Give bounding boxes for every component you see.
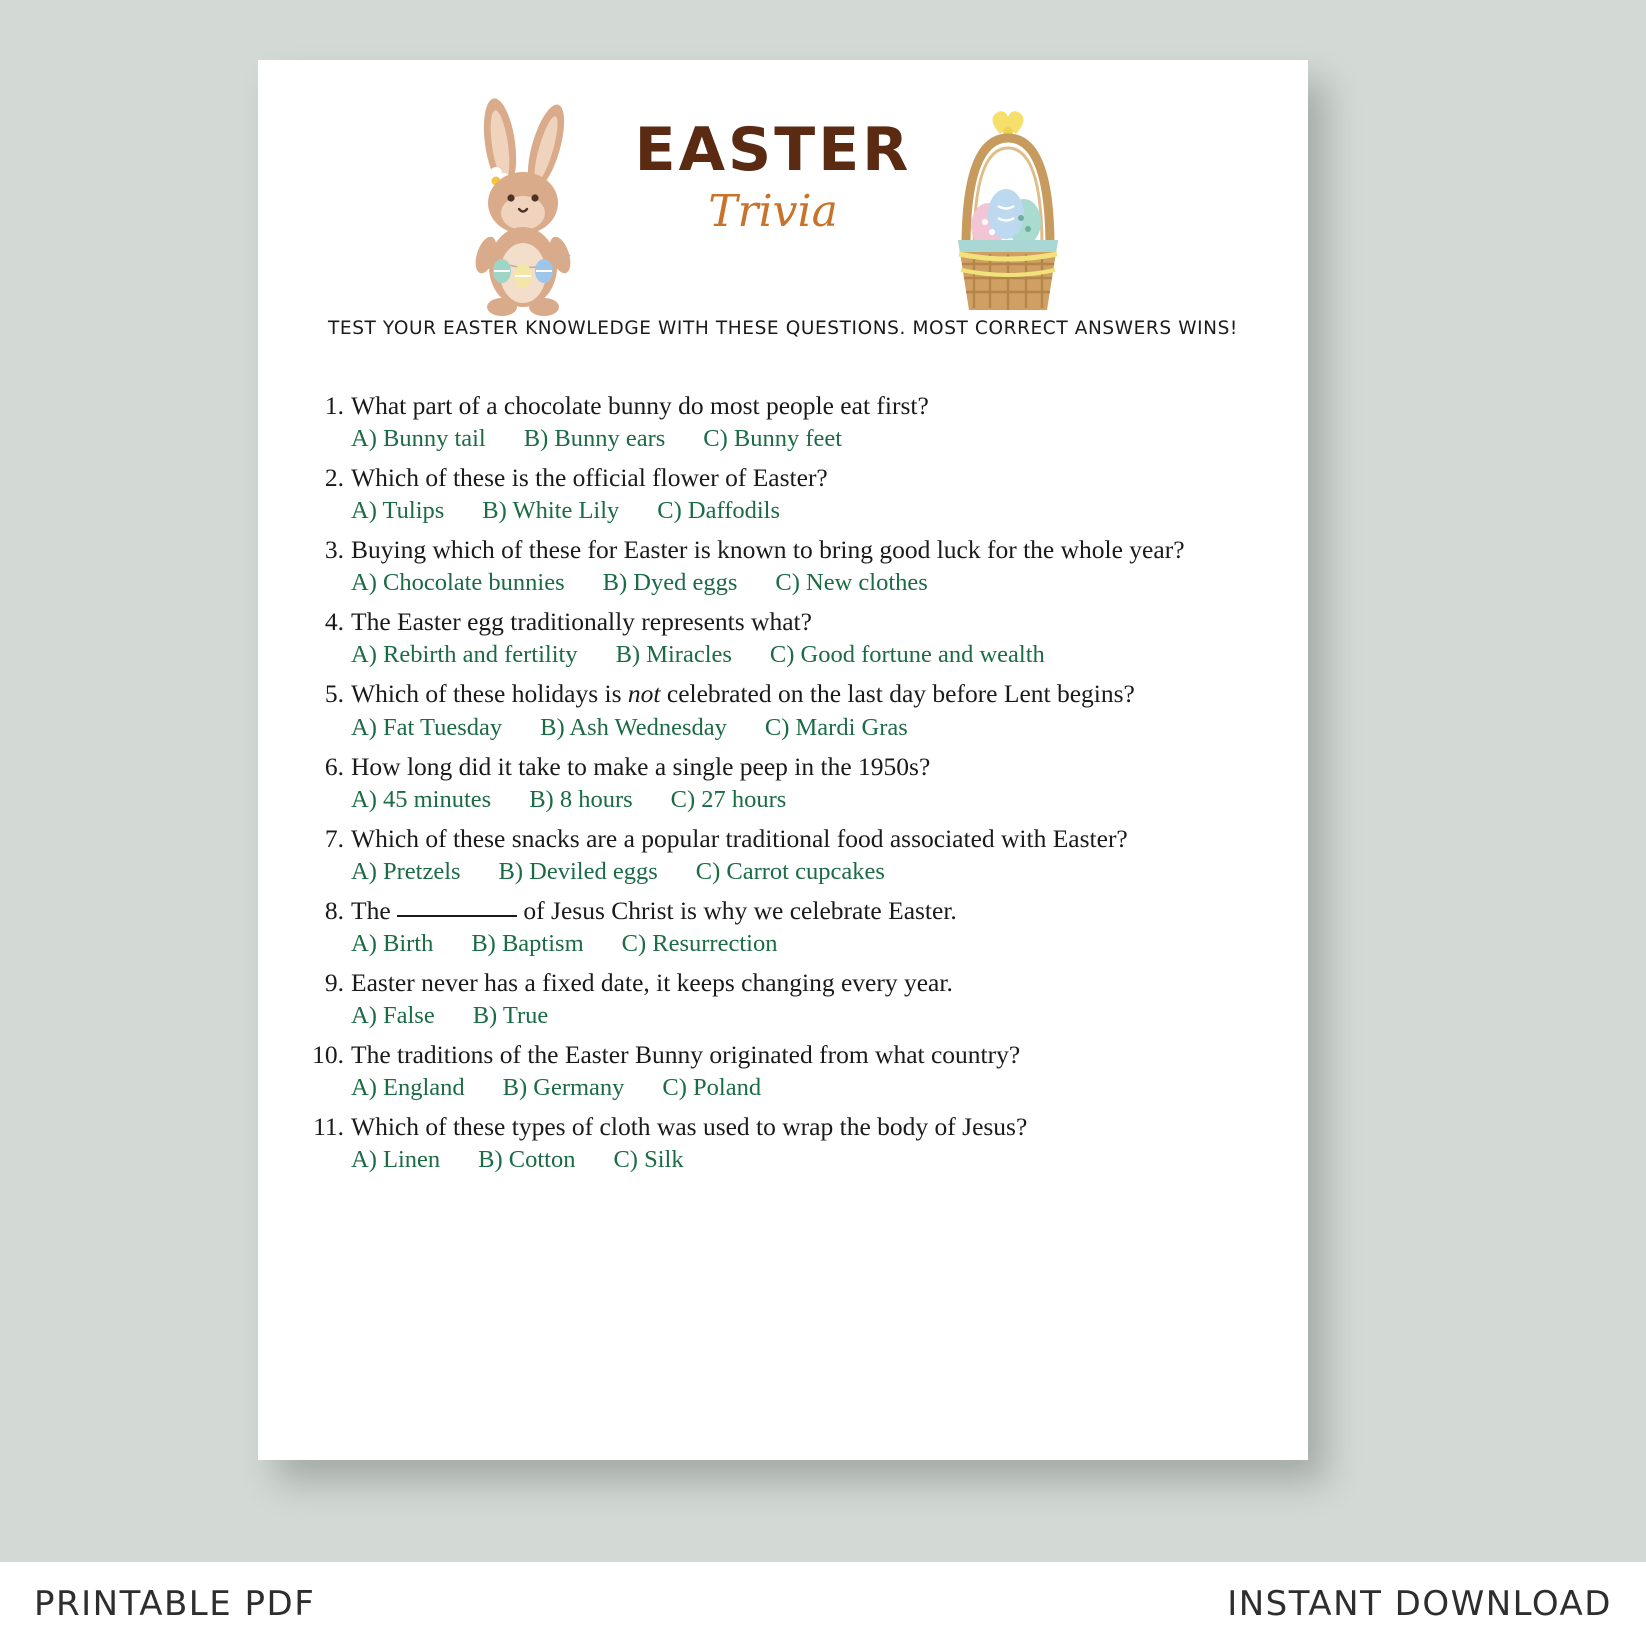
answer-options xyxy=(306,641,1260,669)
question-text: Easter never has a fixed date, it keeps changing every year. xyxy=(351,967,953,997)
answer-option[interactable]: A) Pretzels xyxy=(351,857,461,885)
answer-option[interactable]: A) Chocolate bunnies xyxy=(351,569,565,597)
question-item xyxy=(306,751,1260,814)
question-number: 8. xyxy=(324,895,344,925)
answer-option[interactable]: A) Birth xyxy=(351,929,434,957)
question-item xyxy=(306,678,1260,741)
answer-option[interactable]: B) Bunny ears xyxy=(523,425,666,453)
fill-in-blank[interactable] xyxy=(397,915,517,917)
answer-options xyxy=(306,786,1260,814)
answer-option[interactable]: B) White Lily xyxy=(482,497,620,525)
answer-option[interactable]: C) 27 hours xyxy=(670,785,787,813)
question-number: 2. xyxy=(324,463,344,493)
bunny-illustration xyxy=(458,95,598,325)
question-text: Which of these is the official flower of Easter? xyxy=(351,463,828,493)
easter-basket-illustration xyxy=(928,98,1088,323)
answer-options xyxy=(306,425,1260,453)
answer-option[interactable]: C) Mardi Gras xyxy=(764,713,908,741)
question-number: 4. xyxy=(324,607,344,637)
answer-options xyxy=(306,714,1260,742)
instructions-text: TEST YOUR EASTER KNOWLEDGE WITH THESE QUESTIONS. MOST CORRECT ANSWERS WINS! xyxy=(328,318,1238,339)
answer-option[interactable]: A) Bunny tail xyxy=(351,425,486,453)
footer-left-label: PRINTABLE PDF xyxy=(34,1584,316,1624)
answer-option[interactable]: C) New clothes xyxy=(775,569,928,597)
answer-options xyxy=(306,858,1260,886)
question-number: 7. xyxy=(324,823,344,853)
answer-option[interactable]: B) 8 hours xyxy=(529,785,633,813)
question-number: 3. xyxy=(324,535,344,565)
question-text-pre: The xyxy=(351,895,398,925)
question-text-post: celebrated on the last day before Lent begins? xyxy=(660,679,1135,709)
question-item xyxy=(306,1039,1260,1102)
answer-option[interactable]: C) Resurrection xyxy=(621,929,778,957)
answer-option[interactable]: B) Miracles xyxy=(615,641,732,669)
answer-option[interactable]: C) Daffodils xyxy=(657,497,781,525)
question-text: The traditions of the Easter Bunny originated from what country? xyxy=(351,1039,1021,1069)
answer-option[interactable]: A) Rebirth and fertility xyxy=(351,641,578,669)
question-item xyxy=(306,606,1260,669)
question-text xyxy=(351,678,1135,709)
answer-option[interactable]: B) Ash Wednesday xyxy=(540,713,727,741)
answer-option[interactable]: B) Cotton xyxy=(478,1146,576,1174)
answer-option[interactable]: C) Bunny feet xyxy=(703,425,843,453)
question-text: Which of these types of cloth was used to wrap the body of Jesus? xyxy=(351,1112,1028,1142)
question-text-emphasis: not xyxy=(627,679,661,709)
title-block xyxy=(613,115,933,237)
answer-options xyxy=(306,1146,1260,1174)
question-number: 9. xyxy=(324,967,344,997)
question-text: How long did it take to make a single peep in the 1950s? xyxy=(351,751,931,781)
answer-option[interactable]: C) Good fortune and wealth xyxy=(769,641,1045,669)
answer-option[interactable]: A) False xyxy=(351,1001,435,1029)
question-number: 5. xyxy=(324,679,344,709)
question-item xyxy=(306,1111,1260,1174)
answer-options xyxy=(306,930,1260,958)
question-number: 1. xyxy=(324,391,344,420)
page-title: EASTER xyxy=(634,115,912,185)
answer-options xyxy=(306,569,1260,597)
question-text: Buying which of these for Easter is known to bring good luck for the whole year? xyxy=(351,535,1185,565)
page-header xyxy=(258,60,1308,339)
question-number: 11. xyxy=(313,1112,344,1142)
question-text-pre: Which of these holidays is xyxy=(351,679,628,709)
answer-options xyxy=(306,497,1260,525)
question-text: The Easter egg traditionally represents what? xyxy=(351,607,812,637)
question-item xyxy=(306,390,1260,453)
answer-option[interactable]: B) Baptism xyxy=(471,929,584,957)
answer-option[interactable]: A) England xyxy=(351,1074,465,1102)
answer-option[interactable]: C) Carrot cupcakes xyxy=(695,857,885,885)
question-item xyxy=(306,967,1260,1030)
question-item xyxy=(306,462,1260,525)
page-subtitle-script: Trivia xyxy=(708,186,838,237)
question-text-post: of Jesus Christ is why we celebrate Easter. xyxy=(517,895,957,925)
answer-option[interactable]: C) Poland xyxy=(662,1074,762,1102)
question-text xyxy=(351,895,957,926)
answer-option[interactable]: C) Silk xyxy=(613,1146,684,1174)
question-number: 6. xyxy=(324,751,344,781)
question-item xyxy=(306,823,1260,886)
answer-option[interactable]: A) Tulips xyxy=(351,497,445,525)
question-text: What part of a chocolate bunny do most people eat first? xyxy=(351,391,929,420)
question-text: Which of these snacks are a popular traditional food associated with Easter? xyxy=(351,823,1128,853)
answer-option[interactable]: B) Germany xyxy=(502,1074,625,1102)
answer-options xyxy=(306,1002,1260,1030)
answer-option[interactable]: A) Linen xyxy=(351,1146,441,1174)
answer-option[interactable]: B) Deviled eggs xyxy=(498,857,658,885)
question-item xyxy=(306,895,1260,958)
answer-options xyxy=(306,1074,1260,1102)
footer-bar xyxy=(0,1562,1646,1646)
answer-option[interactable]: A) Fat Tuesday xyxy=(351,713,503,741)
answer-option[interactable]: B) True xyxy=(472,1001,549,1029)
answer-option[interactable]: B) Dyed eggs xyxy=(602,569,738,597)
answer-option[interactable]: A) 45 minutes xyxy=(351,785,492,813)
question-number: 10. xyxy=(312,1039,344,1069)
printable-page xyxy=(258,60,1308,1460)
question-item xyxy=(306,534,1260,597)
questions-list xyxy=(258,390,1308,1183)
footer-right-label: INSTANT DOWNLOAD xyxy=(1227,1584,1612,1624)
